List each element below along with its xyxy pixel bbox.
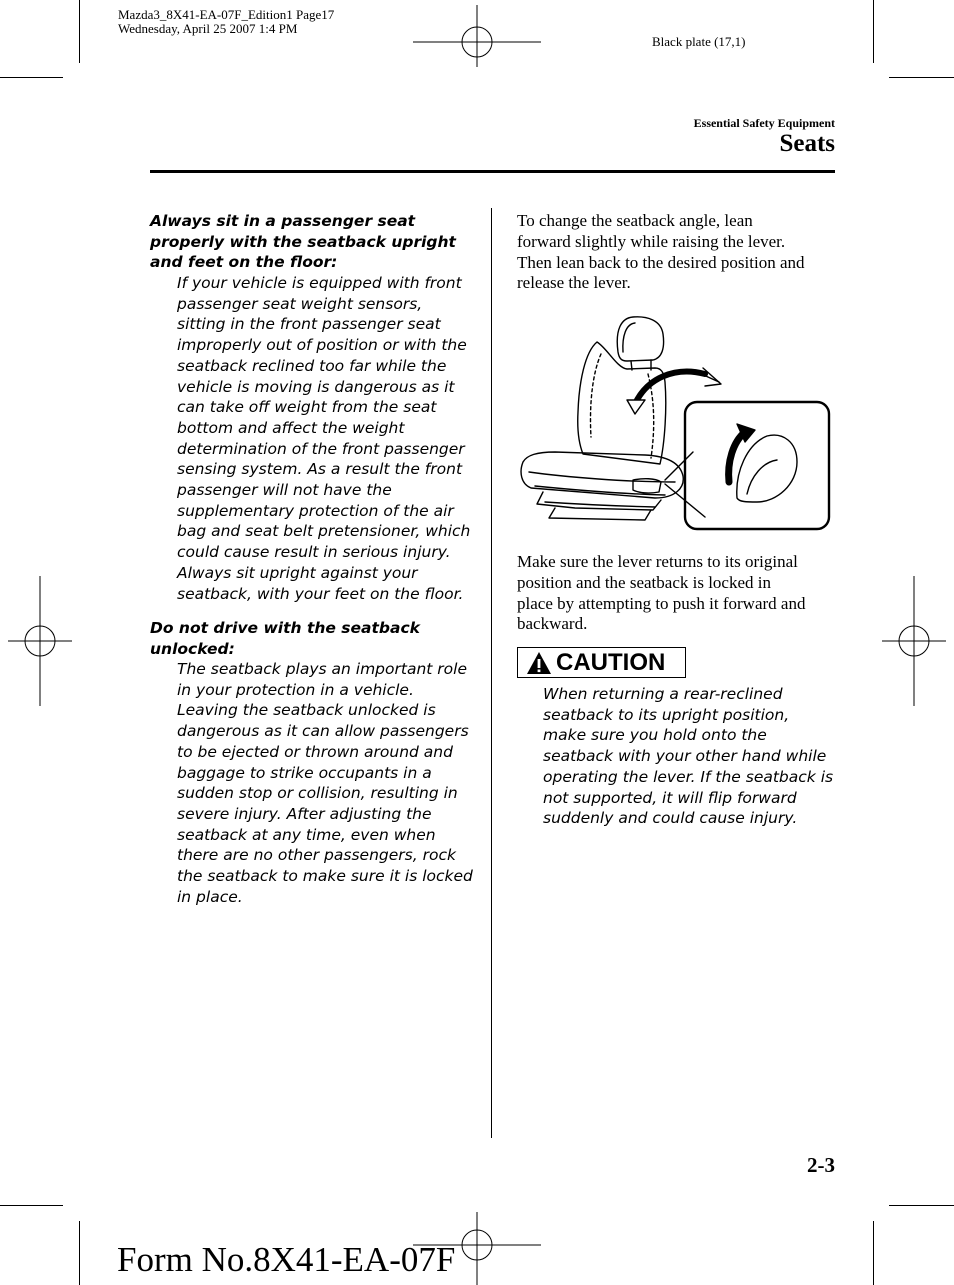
caution-body [543,684,838,829]
registration-mark-top [413,5,541,75]
registration-mark-right [882,576,946,706]
form-number: Form No.8X41-EA-07F [117,1240,456,1279]
crop-mark [0,77,63,78]
text-line: severe injury. After adjusting the [177,804,432,823]
crop-mark [873,1221,874,1285]
text-line: not supported, it will flip forward [543,788,797,807]
text-line: vehicle is moving is dangerous as it [177,377,455,396]
text-line: bag and seat belt pretensioner, which [177,522,471,541]
text-line: When returning a rear-reclined [543,685,783,703]
text-line: Leaving the seatback unlocked is [177,701,436,720]
warning-body [177,659,477,907]
text-line: baggage to strike occupants in a [177,763,432,782]
text-line: passenger will not have the [177,481,392,500]
text-line: sudden stop or collision, resulting in [177,784,458,803]
crop-mark [889,1205,954,1206]
text-line: can take off weight from the seat [177,398,437,417]
text-line: place by attempting to push it forward and [517,593,806,613]
text-line: seatback at any time, even when [177,825,436,844]
text-line: there are no other passengers, rock [177,846,456,865]
text-line: seatback, with your feet on the floor. [177,584,464,603]
text-line: could cause result in serious injury. [177,543,451,562]
page-number: 2-3 [807,1153,835,1177]
crop-mark [873,0,874,63]
text-line: release the lever. [517,273,631,293]
text-line: in place. [177,887,243,906]
text-line: make sure you hold onto the [543,726,767,745]
text-line: the seatback to make sure it is locked [177,867,473,886]
text-line: backward. [517,614,588,634]
text-line: To change the seatback angle, lean [517,211,753,230]
text-line: to be ejected or thrown around and [177,742,453,761]
text-line: determination of the front passenger [177,439,465,458]
seatback-recline-lever-illustration [515,312,835,534]
text-line: seatback to its upright position, [543,705,790,724]
text-line: sensing system. As a result the front [177,460,463,479]
text-line: seatback reclined too far while the [177,356,447,375]
crop-mark [0,1205,63,1206]
section-label: Essential Safety Equipment [693,116,835,130]
text-line: forward slightly while raising the lever. [517,231,786,251]
text-line: Make sure the lever returns to its original [517,552,798,571]
instruction-paragraph [517,211,837,294]
text-line: Always sit upright against your [177,563,418,582]
black-plate: Black plate (17,1) [652,34,746,49]
title-rule [150,170,835,173]
warning-heading: Always sit in a passenger seat properly with the seatback upright and feet on the floor: [150,212,456,272]
text-line: Then lean back to the desired position and [517,252,805,272]
text-line: bottom and affect the weight [177,418,405,437]
text-line: suddenly and could cause injury. [543,809,798,828]
text-line: improperly out of position or with the [177,336,467,355]
text-line: passenger seat weight sensors, [177,294,423,313]
text-line: sitting in the front passenger seat [177,315,441,334]
text-line: in your protection in a vehicle. [177,680,414,699]
text-line: dangerous as it can allow passengers [177,722,469,741]
crop-mark [889,77,954,78]
page-title: Seats [779,130,835,157]
warning-body [177,273,477,604]
column-divider [491,208,492,1138]
warning-heading: Do not drive with the seatback unlocked: [150,619,420,658]
text-line: If your vehicle is equipped with front [177,274,462,292]
text-line: supplementary protection of the air [177,501,454,520]
text-line: The seatback plays an important role [177,660,467,678]
registration-mark-left [8,576,72,706]
print-meta: Mazda3_8X41-EA-07F_Edition1 Page17 Wednesday, April 25 2007 1:4 PM [118,7,335,36]
caution-label: CAUTION [556,648,666,676]
warning-triangle-icon [526,651,552,675]
crop-mark [79,0,80,63]
text-line: seatback with your other hand while [543,747,827,766]
text-line: operating the lever. If the seatback is [543,767,834,786]
caution-header [517,647,686,678]
instruction-paragraph [517,552,837,635]
text-line: position and the seatback is locked in [517,572,771,592]
crop-mark [79,1221,80,1285]
